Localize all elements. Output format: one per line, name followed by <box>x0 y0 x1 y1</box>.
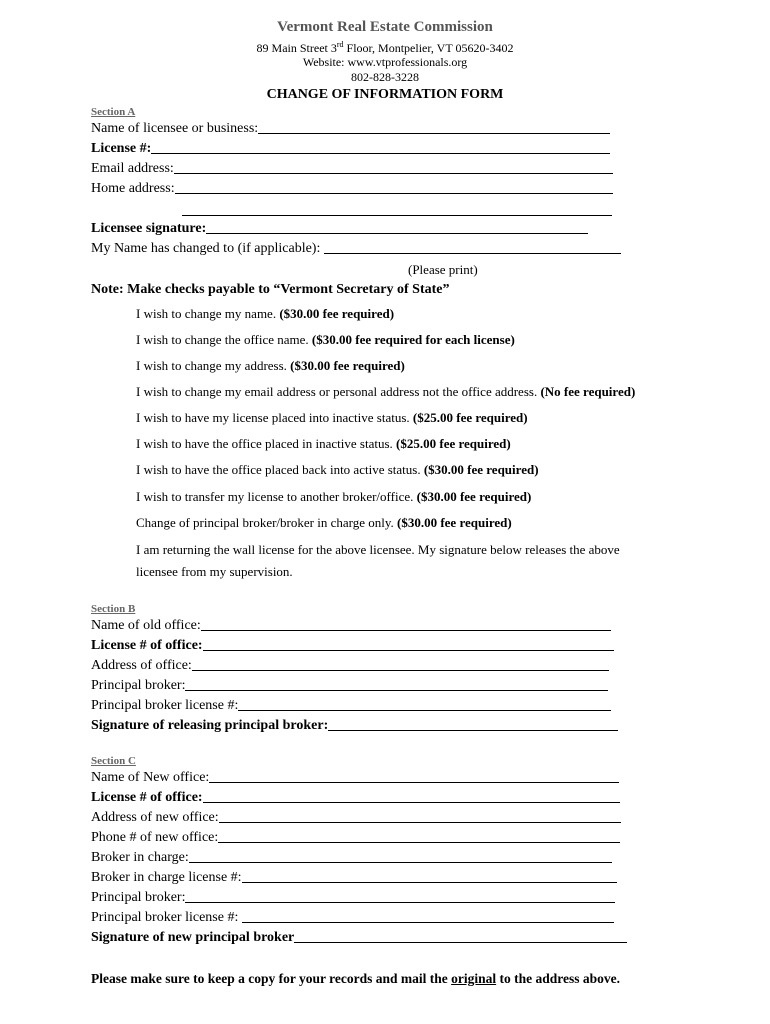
new-office-license-line[interactable] <box>203 790 620 803</box>
section-c-heading: Section C <box>91 755 136 767</box>
wall-license-text-line2: licensee from my supervision. <box>136 564 293 579</box>
broker-in-charge-line[interactable] <box>189 850 612 863</box>
name-changed-field[interactable]: My Name has changed to (if applicable): <box>91 241 621 257</box>
new-principal-broker-license-field[interactable]: Principal broker license #: <box>91 910 614 926</box>
footer-instruction: Please make sure to keep a copy for your records and mail the original to the address above. <box>91 971 621 986</box>
form-title: CHANGE OF INFORMATION FORM <box>266 87 504 102</box>
broker-in-charge-field[interactable]: Broker in charge: <box>91 850 612 866</box>
option-change-principal: Change of principal broker/broker in charge only. ($30.00 fee required) <box>136 515 512 530</box>
email-line[interactable] <box>174 161 613 174</box>
option-office-active: I wish to have the office placed back into active status. ($30.00 fee required) <box>136 462 539 477</box>
license-number-field[interactable]: License #: <box>91 141 610 157</box>
old-office-line[interactable] <box>201 618 611 631</box>
option-change-address: I wish to change my address. ($30.00 fee required) <box>136 358 405 373</box>
option-change-office-name: I wish to change the office name. ($30.00 fee required for each license) <box>136 332 515 347</box>
license-number-line[interactable] <box>151 141 610 154</box>
new-office-phone-line[interactable] <box>218 830 620 843</box>
licensee-name-line[interactable] <box>258 121 610 134</box>
mailing-address: 89 Main Street 3rd Floor, Montpelier, VT 05620-3402 <box>256 40 514 55</box>
section-b-heading: Section B <box>91 603 136 615</box>
principal-broker-field[interactable]: Principal broker: <box>91 678 608 694</box>
option-change-email: I wish to change my email address or personal address not the office address. (No fee required) <box>136 384 636 399</box>
name-changed-line[interactable] <box>324 241 621 254</box>
licensee-signature-field[interactable]: Licensee signature: <box>91 221 588 237</box>
old-office-license-line[interactable] <box>203 638 614 651</box>
new-principal-broker-field[interactable]: Principal broker: <box>91 890 615 906</box>
website: Website: www.vtprofessionals.org <box>302 55 468 69</box>
new-broker-signature-field[interactable]: Signature of new principal broker <box>91 930 627 946</box>
new-principal-broker-license-line[interactable] <box>242 910 614 923</box>
new-office-field[interactable]: Name of New office: <box>91 770 619 786</box>
releasing-broker-signature-line[interactable] <box>328 718 618 731</box>
original-emphasis: original <box>451 971 497 986</box>
broker-in-charge-license-field[interactable]: Broker in charge license #: <box>91 870 617 886</box>
new-office-phone-field[interactable]: Phone # of new office: <box>91 830 620 846</box>
new-office-address-field[interactable]: Address of new office: <box>91 810 621 826</box>
broker-in-charge-license-line[interactable] <box>242 870 617 883</box>
option-transfer-license: I wish to transfer my license to another broker/office. ($30.00 fee required) <box>136 489 532 504</box>
licensee-name-field[interactable]: Name of licensee or business: <box>91 121 610 137</box>
principal-broker-license-field[interactable]: Principal broker license #: <box>91 698 611 714</box>
old-office-license-field[interactable]: License # of office: <box>91 638 614 654</box>
old-office-address-line[interactable] <box>192 658 609 671</box>
wall-license-text-line1: I am returning the wall license for the above licensee. My signature below releases the above <box>136 542 620 557</box>
home-address-field[interactable]: Home address: <box>91 181 613 197</box>
home-address-line[interactable] <box>175 181 613 194</box>
releasing-broker-signature-field[interactable]: Signature of releasing principal broker: <box>91 718 618 734</box>
principal-broker-line[interactable] <box>185 678 608 691</box>
new-office-license-field[interactable]: License # of office: <box>91 790 620 806</box>
email-field[interactable]: Email address: <box>91 161 613 177</box>
new-office-line[interactable] <box>209 770 619 783</box>
new-broker-signature-line[interactable] <box>294 930 627 943</box>
old-office-address-field[interactable]: Address of office: <box>91 658 609 674</box>
payment-note: Note: Make checks payable to “Vermont Secretary of State” <box>91 282 450 297</box>
old-office-field[interactable]: Name of old office: <box>91 618 611 634</box>
licensee-signature-line[interactable] <box>206 221 588 234</box>
principal-broker-license-line[interactable] <box>238 698 611 711</box>
organization-name: Vermont Real Estate Commission <box>277 19 493 35</box>
phone-number: 802-828-3228 <box>351 70 419 84</box>
new-office-address-line[interactable] <box>219 810 621 823</box>
home-address-line-2[interactable] <box>182 204 612 216</box>
please-print-note: (Please print) <box>408 262 478 277</box>
new-principal-broker-line[interactable] <box>185 890 615 903</box>
option-license-inactive: I wish to have my license placed into inactive status. ($25.00 fee required) <box>136 410 528 425</box>
option-change-name: I wish to change my name. ($30.00 fee required) <box>136 306 395 321</box>
section-a-heading: Section A <box>91 106 136 118</box>
option-office-inactive: I wish to have the office placed in inactive status. ($25.00 fee required) <box>136 436 511 451</box>
